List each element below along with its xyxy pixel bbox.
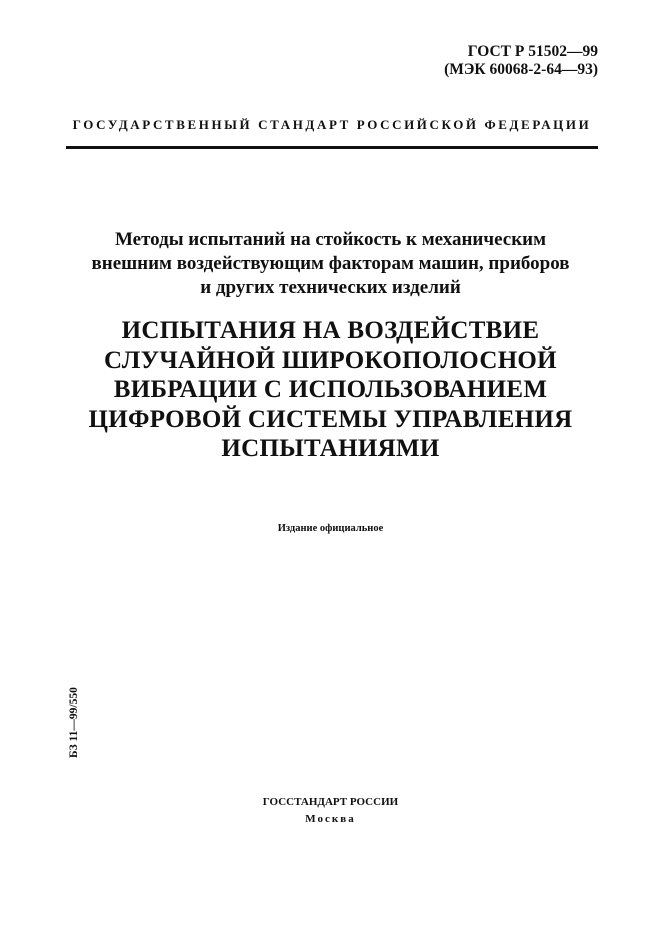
subtitle-line: внешним воздействующим факторам машин, приборов	[91, 253, 570, 274]
iec-reference: (МЭК 60068-2-64—93)	[444, 61, 598, 78]
document-subtitle	[60, 228, 601, 300]
state-standard-header: ГОСУДАРСТВЕННЫЙ СТАНДАРТ РОССИЙСКОЙ ФЕДЕРАЦИИ	[72, 117, 592, 132]
subtitle-line: Методы испытаний на стойкость к механическим	[114, 229, 547, 250]
title-line: ЦИФРОВОЙ СИСТЕМЫ УПРАВЛЕНИЯ	[88, 405, 573, 433]
title-line: ИСПЫТАНИЯМИ	[221, 435, 440, 462]
document-title	[50, 316, 611, 464]
publisher-name: ГОССТАНДАРТ РОССИИ	[262, 796, 399, 808]
publisher-city: Москва	[305, 813, 356, 825]
subtitle-line: и других технических изделий	[200, 277, 461, 298]
title-line: ВИБРАЦИИ С ИСПОЛЬЗОВАНИЕМ	[113, 376, 548, 403]
side-print-code: БЗ 11—99/550	[68, 687, 80, 758]
header-divider	[66, 146, 598, 149]
title-line: СЛУЧАЙНОЙ ШИРОКОПОЛОСНОЙ	[104, 346, 557, 374]
standard-designation	[444, 43, 598, 79]
publisher-block	[180, 794, 481, 828]
standard-number: ГОСТ Р 51502—99	[467, 43, 598, 60]
edition-label: Издание официальное	[277, 523, 384, 534]
title-line: ИСПЫТАНИЯ НА ВОЗДЕЙСТВИЕ	[121, 317, 540, 344]
